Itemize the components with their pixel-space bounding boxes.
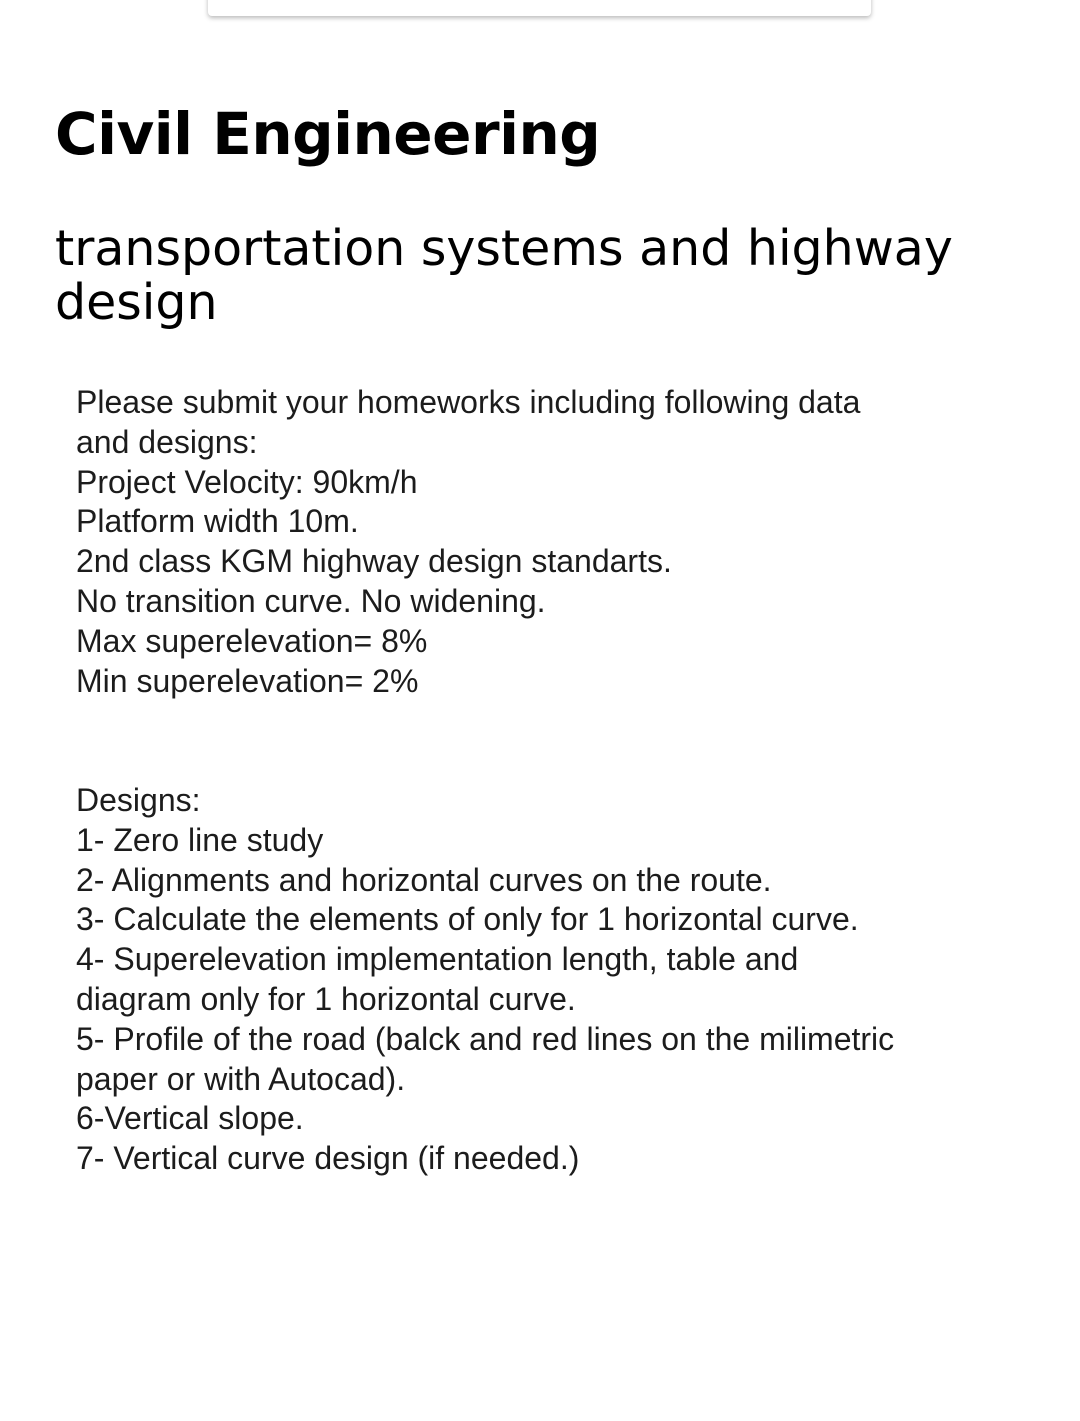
requirement-line: Max superelevation= 8% [76, 622, 428, 659]
design-item: 4- Superelevation implementation length, table and [76, 941, 799, 978]
requirement-line: Platform width 10m. [76, 503, 359, 540]
requirement-line: and designs: [76, 423, 258, 460]
design-item: 3- Calculate the elements of only for 1 horizontal curve. [76, 901, 859, 938]
design-item: 5- Profile of the road (balck and red lines on the milimetric [76, 1020, 895, 1057]
page-title: Civil Engineering [55, 100, 601, 168]
designs-heading: Designs: [76, 782, 201, 818]
page-subtitle [55, 222, 1035, 330]
requirement-line: Please submit your homeworks including following data [76, 384, 861, 420]
top-card-edge [208, 0, 871, 16]
requirement-line: Project Velocity: 90km/h [76, 463, 418, 500]
subtitle-line: transportation systems and highway [55, 220, 953, 277]
subtitle-line: design [55, 274, 218, 331]
design-item: 1- Zero line study [76, 821, 324, 858]
design-item: 2- Alignments and horizontal curves on the route. [76, 861, 772, 898]
design-item: 6-Vertical slope. [76, 1100, 304, 1137]
design-item: diagram only for 1 horizontal curve. [76, 980, 576, 1017]
requirement-line: 2nd class KGM highway design standarts. [76, 543, 672, 580]
design-item: 7- Vertical curve design (if needed.) [76, 1140, 580, 1177]
requirements-text [76, 383, 1036, 701]
design-item: paper or with Autocad). [76, 1060, 406, 1097]
requirement-line: Min superelevation= 2% [76, 662, 419, 699]
requirement-line: No transition curve. No widening. [76, 582, 546, 619]
designs-list [76, 781, 1036, 1179]
